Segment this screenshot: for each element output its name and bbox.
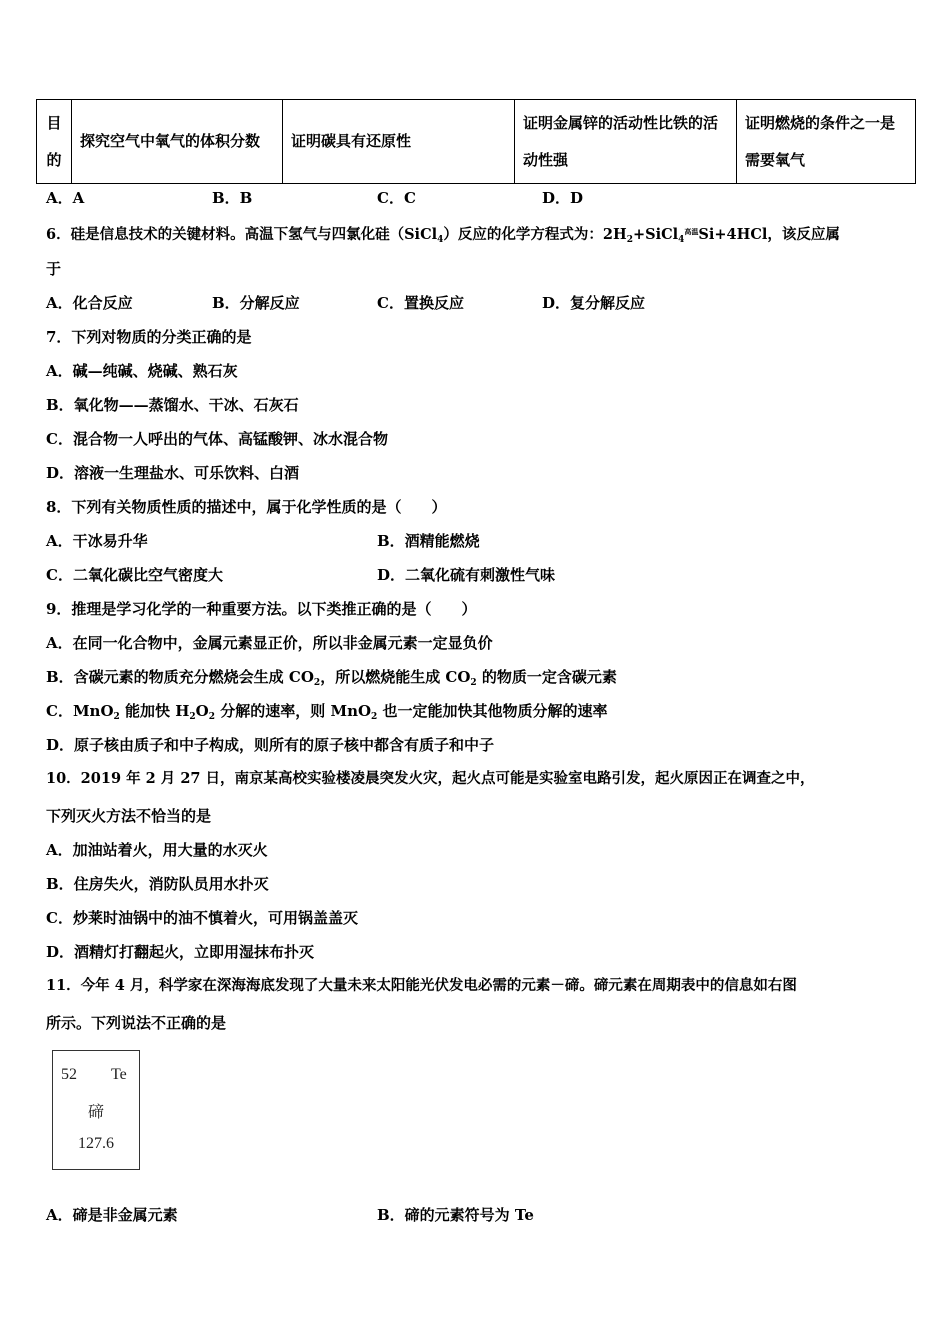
q5-option-d[interactable]: D．D bbox=[542, 189, 584, 207]
q10-option-b[interactable]: B．住房失火，消防队员用水扑灭 bbox=[46, 875, 269, 893]
q8-stem: 8．下列有关物质性质的描述中，属于化学性质的是（ ） bbox=[46, 498, 447, 516]
q6-option-c[interactable]: C．置换反应 bbox=[377, 294, 464, 312]
q9-stem: 9．推理是学习化学的一种重要方法。以下类推正确的是（ ） bbox=[46, 600, 477, 618]
q9-option-d[interactable]: D．原子核由质子和中子构成，则所有的原子核中都含有质子和中子 bbox=[46, 736, 495, 754]
q5-option-b[interactable]: B．B bbox=[212, 189, 253, 207]
q8-option-b[interactable]: B．酒精能燃烧 bbox=[377, 532, 480, 550]
q9-option-a[interactable]: A．在同一化合物中，金属元素显正价，所以非金属元素一定显负价 bbox=[46, 634, 493, 652]
q7-option-b[interactable]: B．氧化物——蒸馏水、干冰、石灰石 bbox=[46, 396, 299, 414]
q8-option-d[interactable]: D．二氧化硫有刺激性气味 bbox=[377, 566, 556, 584]
table-cell: 探究空气中氧气的体积分数 bbox=[72, 100, 283, 184]
q6-option-b[interactable]: B．分解反应 bbox=[212, 294, 300, 312]
q7-stem: 7．下列对物质的分类正确的是 bbox=[46, 328, 252, 346]
table-cell: 证明燃烧的条件之一是需要氧气 bbox=[737, 100, 916, 184]
atomic-mass: 127.6 bbox=[78, 1135, 114, 1152]
q10-stem-line2: 下列灭火方法不恰当的是 bbox=[46, 807, 212, 825]
q8-option-c[interactable]: C．二氧化碳比空气密度大 bbox=[46, 566, 223, 584]
table-cell: 证明碳具有还原性 bbox=[283, 100, 515, 184]
q7-option-d[interactable]: D．溶液一生理盐水、可乐饮料、白酒 bbox=[46, 464, 300, 482]
reaction-condition: 高温 bbox=[684, 227, 699, 236]
element-card-tellurium bbox=[52, 1050, 140, 1170]
table-cell: 证明金属锌的活动性比铁的活动性强 bbox=[515, 100, 737, 184]
element-symbol: Te bbox=[111, 1066, 127, 1083]
q10-option-d[interactable]: D．酒精灯打翻起火，立即用湿抹布扑灭 bbox=[46, 943, 315, 961]
q10-option-a[interactable]: A．加油站着火，用大量的水灭火 bbox=[46, 841, 268, 859]
q8-option-a[interactable]: A．干冰易升华 bbox=[46, 532, 148, 550]
table-header-purpose: 目的 bbox=[37, 100, 72, 184]
q5-option-c[interactable]: C．C bbox=[377, 189, 416, 207]
q9-option-c[interactable]: C．MnO$_2$ 能加快 $H_2O_2$ 分解的速率，则 MnO$_2$ 也一定能加快其他物质分解的速率 bbox=[46, 702, 608, 722]
q11-option-b[interactable]: B．碲的元素符号为 Te bbox=[377, 1206, 534, 1224]
q7-option-a[interactable]: A．碱—纯碱、烧碱、熟石灰 bbox=[46, 362, 238, 380]
q7-option-c[interactable]: C．混合物一人呼出的气体、高锰酸钾、冰水混合物 bbox=[46, 430, 388, 448]
q6-stem: 6．硅是信息技术的关键材料。高温下氢气与四氯化硅（SiCl$_4$）反应的化学方程式为：$2H_2+SiCl_4^{高温}Si+4HCl$，该反应属 bbox=[46, 226, 840, 245]
q11-stem-line2: 所示。下列说法不正确的是 bbox=[46, 1014, 227, 1032]
q5-option-a[interactable]: A．A bbox=[46, 189, 85, 207]
q6-option-a[interactable]: A．化合反应 bbox=[46, 294, 133, 312]
atomic-number: 52 bbox=[61, 1066, 77, 1083]
q10-stem: 10．2019 年 2 月 27 日，南京某高校实验楼凌晨突发火灾，起火点可能是实验室电路引发，起火原因正在调查之中， bbox=[46, 770, 815, 787]
q11-stem: 11．今年 4 月，科学家在深海海底发现了大量未来太阳能光伏发电必需的元素－碲。碲元素在周期表中的信息如右图 bbox=[46, 977, 797, 994]
q6-stem-line2: 于 bbox=[46, 260, 62, 278]
q11-option-a[interactable]: A．碲是非金属元素 bbox=[46, 1206, 178, 1224]
q9-option-b[interactable]: B．含碳元素的物质充分燃烧会生成 $CO_2$，所以燃烧能生成 $CO_2$ 的物质一定含碳元素 bbox=[46, 668, 617, 688]
table-row bbox=[37, 100, 916, 184]
element-name: 碲 bbox=[88, 1102, 105, 1121]
experiment-table bbox=[36, 99, 916, 184]
q10-option-c[interactable]: C．炒莱时油锅中的油不慎着火，可用锅盖盖灭 bbox=[46, 909, 358, 927]
q6-option-d[interactable]: D．复分解反应 bbox=[542, 294, 646, 312]
